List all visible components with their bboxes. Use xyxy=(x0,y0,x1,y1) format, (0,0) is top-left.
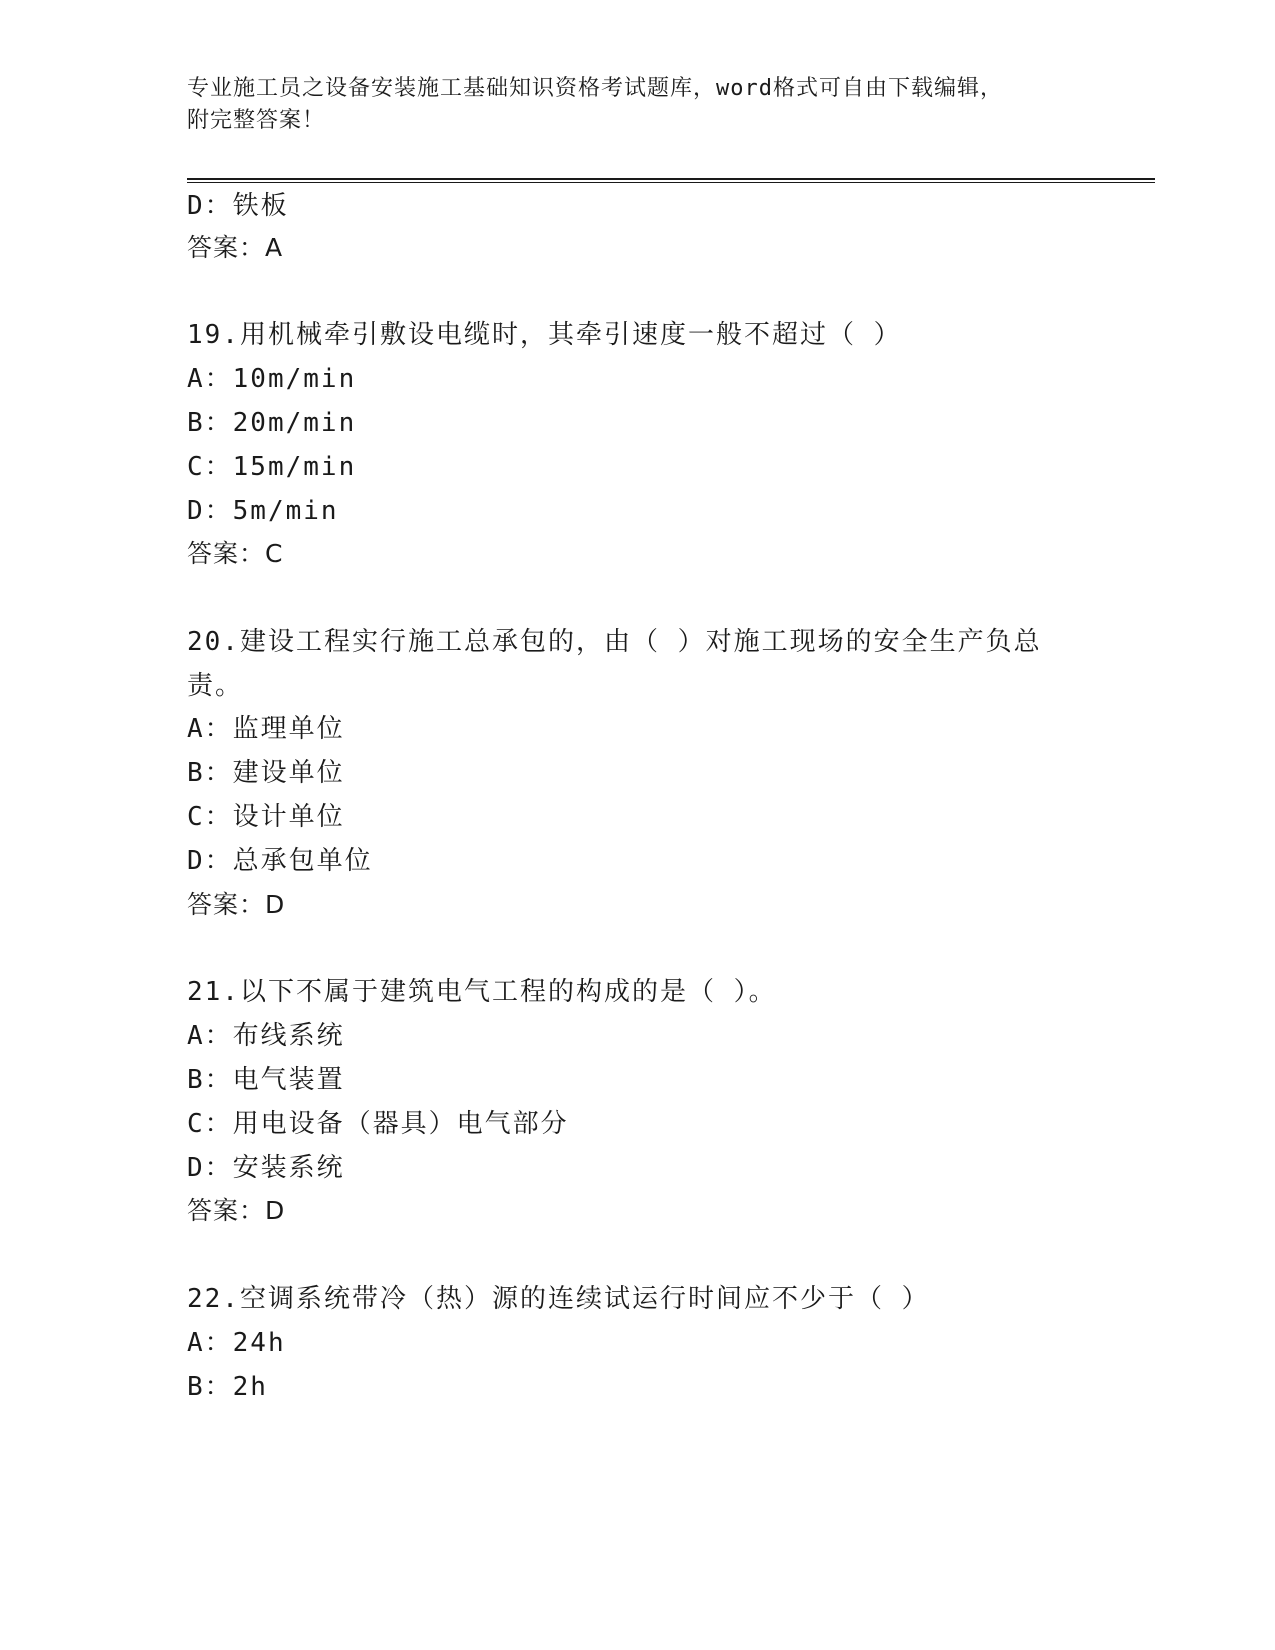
q22-stem: 22.空调系统带冷（热）源的连续试运行时间应不少于（ ） xyxy=(187,1284,930,1314)
q22-option-a: A：24h xyxy=(187,1328,286,1358)
q20-option-b: B：建设单位 xyxy=(187,758,345,788)
q20-stem-line-1: 20.建设工程实行施工总承包的，由（ ）对施工现场的安全生产负总 xyxy=(187,627,1042,657)
header-divider-thin xyxy=(187,182,1155,183)
q22-option-b: B：2h xyxy=(187,1372,268,1402)
q19-option-c: C：15m/min xyxy=(187,452,357,482)
q19-option-d: D：5m/min xyxy=(187,496,339,526)
q21-stem: 21.以下不属于建筑电气工程的构成的是（ ）。 xyxy=(187,977,777,1007)
q20-option-a: A：监理单位 xyxy=(187,714,345,744)
q21-option-c: C：用电设备（器具）电气部分 xyxy=(187,1109,569,1139)
header-divider-thick xyxy=(187,178,1155,180)
prev-answer: 答案：A xyxy=(187,233,284,262)
document-header xyxy=(187,73,1067,137)
q19-answer: 答案：C xyxy=(187,539,284,568)
q19-stem: 19.用机械牵引敷设电缆时，其牵引速度一般不超过（ ） xyxy=(187,320,902,350)
q20-option-d: D：总承包单位 xyxy=(187,846,373,876)
q21-option-a: A：布线系统 xyxy=(187,1021,345,1051)
q19-option-b: B：20m/min xyxy=(187,408,357,438)
q20-stem-line-2: 责。 xyxy=(187,671,244,701)
q21-answer: 答案：D xyxy=(187,1196,286,1225)
q19-option-a: A：10m/min xyxy=(187,364,357,394)
q20-option-c: C：设计单位 xyxy=(187,802,345,832)
q21-option-b: B：电气装置 xyxy=(187,1065,345,1095)
header-line-1: 专业施工员之设备安装施工基础知识资格考试题库，word格式可自由下载编辑， xyxy=(187,76,1003,101)
prev-option-d: D：铁板 xyxy=(187,191,289,221)
q21-option-d: D：安装系统 xyxy=(187,1153,345,1183)
q20-answer: 答案：D xyxy=(187,890,286,919)
header-line-2: 附完整答案！ xyxy=(187,108,326,133)
